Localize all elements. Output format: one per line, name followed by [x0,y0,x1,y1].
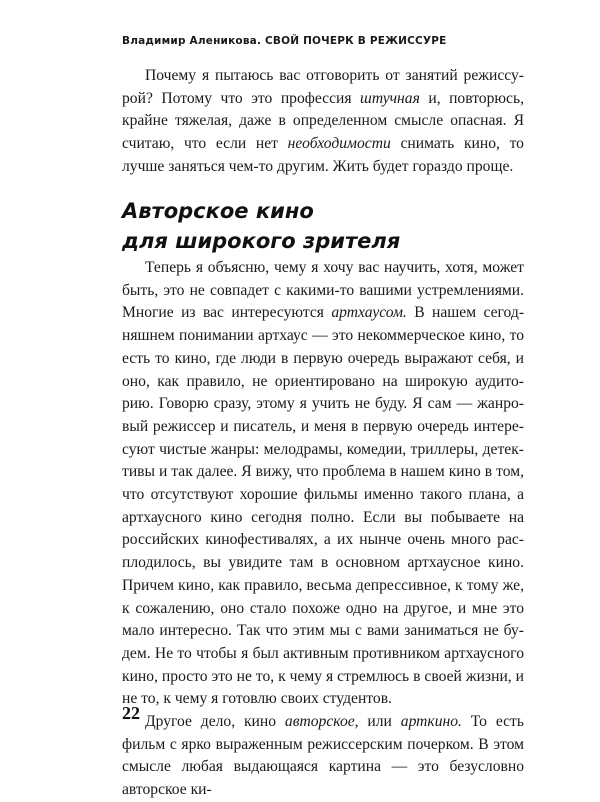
section-heading [122,196,524,256]
section-body [122,257,524,802]
paragraph-1: Почему я пытаюсь вас отговорить от занятий режиссурой? Потому что это профессия штучная и, повторюсь, крайне тяжелая, даже в определенном смысле опасная. Я считаю, что если нет необходимости снимать кино, то лучше заняться чем-то другим. Жить будет гораздо проще. [122,67,524,175]
opening-paragraph-block [122,65,524,179]
page-number: 22 [122,703,140,723]
paragraph-3: Другое дело, кино авторское, или арткино. То есть фильм с ярко выраженным режиссерским почерком. В этом смысле любая выдающаяся картина — это безусловно авторское ки- [122,713,524,799]
section-heading-line-1: Авторское кино [122,199,314,223]
emphasis-arthausom: артхаусом. [331,304,407,322]
emphasis-artkino: арткино. [400,713,462,731]
section-heading-line-2: для широкого зрителя [122,229,401,253]
emphasis-shtuchnaya: штучная [360,89,420,107]
emphasis-avtorskoe: авторское, [284,713,359,731]
emphasis-neobkhodimosti: необходимости [287,135,391,153]
paragraph-2: Теперь я объясню, чему я хочу вас научить, хотя, может быть, это не совпадет с какими-то вашими устремлениями. Многие из вас интересуются артхаусом. В нашем сегодняшнем понимании артхаус — это некоммерческое кино, то есть то кино, где люди в первую очередь выражают себя, и оно, как правило, не ориентировано на широкую аудиторию. Говорю сразу, этому я учить не буду. Я сам — жанровый режиссер и писатель, и меня в первую очередь интересуют чистые жанры: мелодрамы, комедии, триллеры, детективы и так далее. Я вижу, что проблема в нашем кино в том, что отсутствуют хорошие фильмы именно такого плана, а артхаусного кино сегодня полно. Если вы побываете на российских кинофестивалях, а их нынче очень много расплодилось, вы увидите там в основном артхаусное кино. Причем кино, как правило, весьма депрессивное, к тому же, к сожалению, оно стало похоже одно на другое, и мне это мало интересно. Так что этим мы с вами заниматься не будем. Не то чтобы я был активным противником артхаусного кино, просто это не то, к чему я стремлюсь в своей жизни, и не то, к чему я готовлю своих студентов. [122,259,525,708]
running-head: Владимир Аленикова. СВОЙ ПОЧЕРК В РЕЖИССУРЕ [122,35,447,47]
